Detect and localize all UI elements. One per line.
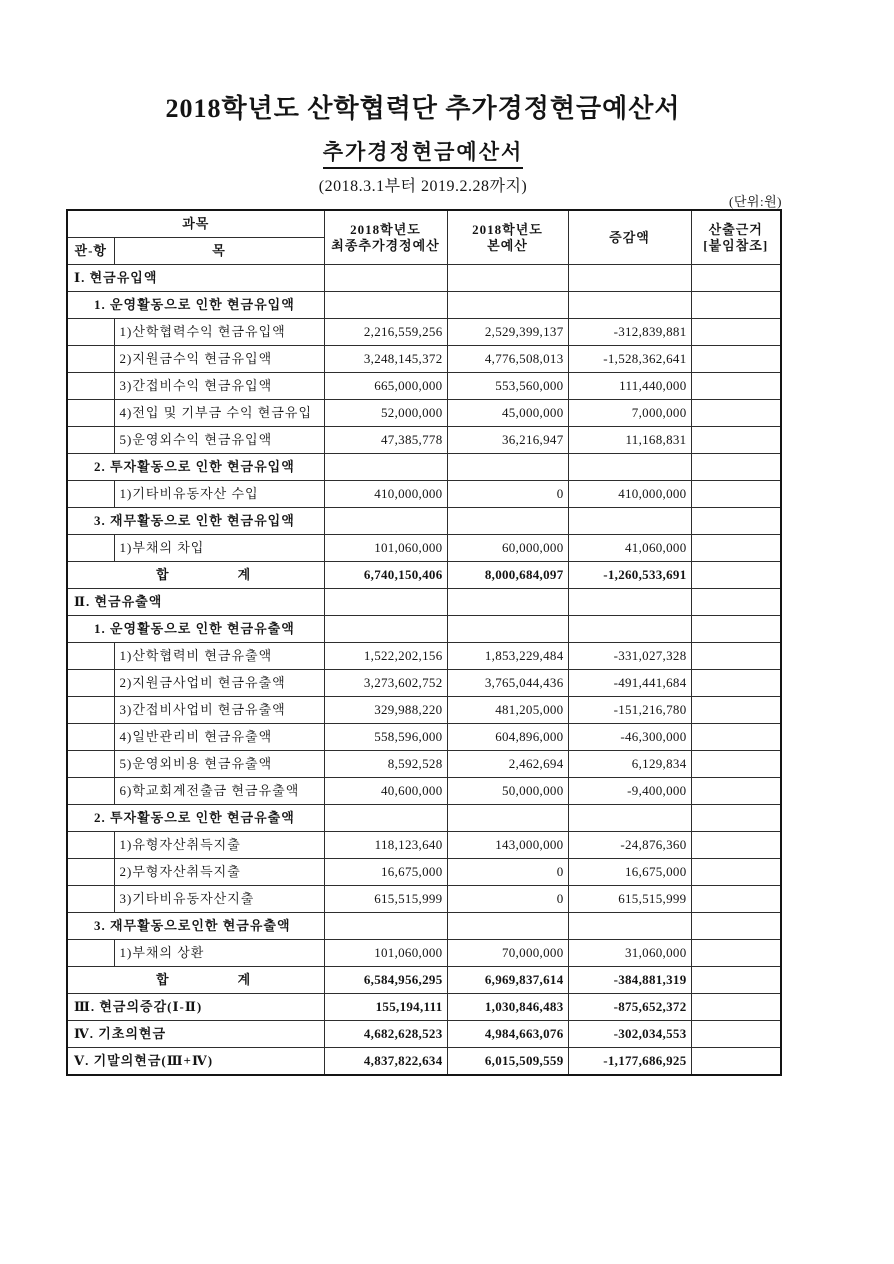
row-label: 3. 재무활동으로인한 현금유출액 — [67, 913, 324, 940]
change-value: 615,515,999 — [568, 886, 691, 913]
basis-cell — [691, 400, 781, 427]
row-label: 6)학교회계전출금 현금유출액 — [114, 778, 324, 805]
original-budget-value: 4,776,508,013 — [447, 346, 568, 373]
basis-cell — [691, 427, 781, 454]
final-budget-value: 47,385,778 — [324, 427, 447, 454]
basis-cell — [691, 859, 781, 886]
change-value — [568, 913, 691, 940]
table-row — [67, 643, 781, 670]
change-value: 11,168,831 — [568, 427, 691, 454]
original-budget-value — [447, 265, 568, 292]
final-budget-value: 615,515,999 — [324, 886, 447, 913]
final-budget-value: 155,194,111 — [324, 994, 447, 1021]
basis-cell — [691, 454, 781, 481]
gwan-hang-cell — [67, 400, 114, 427]
final-budget-value: 6,740,150,406 — [324, 562, 447, 589]
row-label: 5)운영외수익 현금유입액 — [114, 427, 324, 454]
final-budget-value — [324, 265, 447, 292]
row-label: 2. 투자활동으로 인한 현금유입액 — [67, 454, 324, 481]
basis-cell — [691, 751, 781, 778]
gwan-hang-cell — [67, 778, 114, 805]
table-row — [67, 805, 781, 832]
change-value: -1,177,686,925 — [568, 1048, 691, 1076]
original-budget-value: 1,853,229,484 — [447, 643, 568, 670]
header-subject: 과목 — [67, 210, 324, 238]
original-budget-value: 0 — [447, 886, 568, 913]
gwan-hang-cell — [67, 697, 114, 724]
header-gwan-hang: 관-항 — [67, 238, 114, 265]
original-budget-value: 8,000,684,097 — [447, 562, 568, 589]
basis-cell — [691, 562, 781, 589]
row-label: 2)지원금수익 현금유입액 — [114, 346, 324, 373]
gwan-hang-cell — [67, 886, 114, 913]
header-final-budget-line1: 2018학년도 — [350, 221, 421, 237]
gwan-hang-cell — [67, 832, 114, 859]
table-row — [67, 589, 781, 616]
row-label: 1)유형자산취득지출 — [114, 832, 324, 859]
row-label: 1)산학협력비 현금유출액 — [114, 643, 324, 670]
row-label: 1. 운영활동으로 인한 현금유출액 — [67, 616, 324, 643]
change-value: 41,060,000 — [568, 535, 691, 562]
final-budget-value: 558,596,000 — [324, 724, 447, 751]
change-value — [568, 805, 691, 832]
original-budget-value: 60,000,000 — [447, 535, 568, 562]
gwan-hang-cell — [67, 751, 114, 778]
gwan-hang-cell — [67, 427, 114, 454]
basis-cell — [691, 643, 781, 670]
original-budget-value: 45,000,000 — [447, 400, 568, 427]
original-budget-value — [447, 589, 568, 616]
change-value — [568, 454, 691, 481]
original-budget-value: 0 — [447, 859, 568, 886]
header-change: 증감액 — [568, 210, 691, 265]
change-value: 6,129,834 — [568, 751, 691, 778]
change-value: -331,027,328 — [568, 643, 691, 670]
change-value: 31,060,000 — [568, 940, 691, 967]
original-budget-value: 70,000,000 — [447, 940, 568, 967]
table-row — [67, 292, 781, 319]
header-basis-line2: [붙임참조] — [703, 237, 769, 253]
basis-cell — [691, 967, 781, 994]
change-value: -491,441,684 — [568, 670, 691, 697]
change-value — [568, 508, 691, 535]
final-budget-value: 3,273,602,752 — [324, 670, 447, 697]
row-label: 3)기타비유동자산지출 — [114, 886, 324, 913]
original-budget-value: 4,984,663,076 — [447, 1021, 568, 1048]
final-budget-value: 4,682,628,523 — [324, 1021, 447, 1048]
table-row — [67, 778, 781, 805]
row-label: 4)전입 및 기부금 수익 현금유입 — [114, 400, 324, 427]
basis-cell — [691, 481, 781, 508]
final-budget-value: 52,000,000 — [324, 400, 447, 427]
change-value: -9,400,000 — [568, 778, 691, 805]
final-budget-value: 101,060,000 — [324, 535, 447, 562]
table-body — [67, 265, 781, 1076]
basis-cell — [691, 508, 781, 535]
table-row — [67, 913, 781, 940]
table-row — [67, 832, 781, 859]
original-budget-value: 481,205,000 — [447, 697, 568, 724]
gwan-hang-cell — [67, 643, 114, 670]
final-budget-value — [324, 508, 447, 535]
table-row — [67, 508, 781, 535]
table-row — [67, 400, 781, 427]
row-label: Ⅲ. 현금의증감(Ⅰ-Ⅱ) — [67, 994, 324, 1021]
gwan-hang-cell — [67, 373, 114, 400]
table-row — [67, 724, 781, 751]
original-budget-value — [447, 292, 568, 319]
header-basis-line1: 산출근거 — [708, 221, 763, 237]
final-budget-value: 6,584,956,295 — [324, 967, 447, 994]
change-value: -151,216,780 — [568, 697, 691, 724]
table-row — [67, 373, 781, 400]
original-budget-value — [447, 454, 568, 481]
total-label-part: 계 — [237, 567, 252, 582]
original-budget-value: 143,000,000 — [447, 832, 568, 859]
header-mok: 목 — [114, 238, 324, 265]
final-budget-value: 329,988,220 — [324, 697, 447, 724]
original-budget-value: 2,462,694 — [447, 751, 568, 778]
gwan-hang-cell — [67, 859, 114, 886]
basis-cell — [691, 724, 781, 751]
table-row — [67, 670, 781, 697]
row-label: Ⅱ. 현금유출액 — [67, 589, 324, 616]
table-row — [67, 886, 781, 913]
table-row — [67, 1048, 781, 1076]
row-label: 3. 재무활동으로 인한 현금유입액 — [67, 508, 324, 535]
row-label — [67, 967, 324, 994]
final-budget-value: 410,000,000 — [324, 481, 447, 508]
row-label: 2. 투자활동으로 인한 현금유출액 — [67, 805, 324, 832]
final-budget-value: 40,600,000 — [324, 778, 447, 805]
original-budget-value: 3,765,044,436 — [447, 670, 568, 697]
original-budget-value: 2,529,399,137 — [447, 319, 568, 346]
row-label: 2)무형자산취득지출 — [114, 859, 324, 886]
basis-cell — [691, 805, 781, 832]
original-budget-value — [447, 805, 568, 832]
change-value: -24,876,360 — [568, 832, 691, 859]
original-budget-value: 6,969,837,614 — [447, 967, 568, 994]
basis-cell — [691, 589, 781, 616]
table-row — [67, 859, 781, 886]
basis-cell — [691, 670, 781, 697]
original-budget-value: 0 — [447, 481, 568, 508]
table-row — [67, 319, 781, 346]
basis-cell — [691, 292, 781, 319]
basis-cell — [691, 265, 781, 292]
row-label: 2)지원금사업비 현금유출액 — [114, 670, 324, 697]
original-budget-value — [447, 913, 568, 940]
final-budget-value: 16,675,000 — [324, 859, 447, 886]
table-row — [67, 265, 781, 292]
change-value: -384,881,319 — [568, 967, 691, 994]
original-budget-value: 50,000,000 — [447, 778, 568, 805]
change-value: 111,440,000 — [568, 373, 691, 400]
header-basis — [691, 210, 781, 265]
row-label: 5)운영외비용 현금유출액 — [114, 751, 324, 778]
final-budget-value: 118,123,640 — [324, 832, 447, 859]
unit-note: (단위:원) — [729, 194, 782, 209]
basis-cell — [691, 535, 781, 562]
final-budget-value: 3,248,145,372 — [324, 346, 447, 373]
original-budget-value: 553,560,000 — [447, 373, 568, 400]
basis-cell — [691, 778, 781, 805]
change-value: 410,000,000 — [568, 481, 691, 508]
change-value: -1,260,533,691 — [568, 562, 691, 589]
budget-table — [66, 209, 782, 1076]
row-label: 1)부채의 차입 — [114, 535, 324, 562]
row-label: Ⅰ. 현금유입액 — [67, 265, 324, 292]
header-final-budget-line2: 최종추가경정예산 — [331, 237, 440, 253]
final-budget-value: 4,837,822,634 — [324, 1048, 447, 1076]
table-header — [67, 210, 781, 265]
original-budget-value: 36,216,947 — [447, 427, 568, 454]
basis-cell — [691, 373, 781, 400]
original-budget-value: 604,896,000 — [447, 724, 568, 751]
table-row — [67, 454, 781, 481]
basis-cell — [691, 319, 781, 346]
row-label: 1)기타비유동자산 수입 — [114, 481, 324, 508]
basis-cell — [691, 697, 781, 724]
basis-cell — [691, 940, 781, 967]
original-budget-value: 1,030,846,483 — [447, 994, 568, 1021]
basis-cell — [691, 616, 781, 643]
page-title: 2018학년도 산학협력단 추가경정현금예산서 — [165, 94, 681, 123]
row-label: Ⅳ. 기초의현금 — [67, 1021, 324, 1048]
change-value: -302,034,553 — [568, 1021, 691, 1048]
gwan-hang-cell — [67, 481, 114, 508]
page-subtitle: 추가경정현금예산서 — [323, 136, 524, 169]
gwan-hang-cell — [67, 940, 114, 967]
gwan-hang-cell — [67, 724, 114, 751]
final-budget-value — [324, 805, 447, 832]
total-label-part: 합 — [156, 567, 170, 582]
table-row — [67, 697, 781, 724]
table-row — [67, 562, 781, 589]
original-budget-value — [447, 616, 568, 643]
header-final-budget — [324, 210, 447, 265]
final-budget-value: 2,216,559,256 — [324, 319, 447, 346]
row-label: 3)간접비사업비 현금유출액 — [114, 697, 324, 724]
header-original-budget-line1: 2018학년도 — [472, 221, 543, 237]
page-subtitle-wrap — [66, 136, 780, 169]
gwan-hang-cell — [67, 346, 114, 373]
change-value — [568, 292, 691, 319]
final-budget-value: 101,060,000 — [324, 940, 447, 967]
budget-period: (2018.3.1부터 2019.2.28까지) — [318, 178, 528, 195]
row-label — [67, 562, 324, 589]
final-budget-value — [324, 616, 447, 643]
basis-cell — [691, 1048, 781, 1076]
header-row-1 — [67, 210, 781, 238]
table-row — [67, 940, 781, 967]
table-row — [67, 994, 781, 1021]
total-label-part: 계 — [237, 972, 252, 987]
gwan-hang-cell — [67, 535, 114, 562]
gwan-hang-cell — [67, 319, 114, 346]
final-budget-value: 1,522,202,156 — [324, 643, 447, 670]
table-row — [67, 481, 781, 508]
change-value: -46,300,000 — [568, 724, 691, 751]
final-budget-value: 8,592,528 — [324, 751, 447, 778]
change-value: 7,000,000 — [568, 400, 691, 427]
table-row — [67, 616, 781, 643]
document-heading — [66, 88, 780, 196]
table-row — [67, 427, 781, 454]
final-budget-value — [324, 454, 447, 481]
final-budget-value — [324, 913, 447, 940]
table-row — [67, 346, 781, 373]
change-value: -1,528,362,641 — [568, 346, 691, 373]
final-budget-value: 665,000,000 — [324, 373, 447, 400]
final-budget-value — [324, 589, 447, 616]
basis-cell — [691, 886, 781, 913]
row-label: 3)간접비수익 현금유입액 — [114, 373, 324, 400]
change-value: -875,652,372 — [568, 994, 691, 1021]
row-label: 4)일반관리비 현금유출액 — [114, 724, 324, 751]
final-budget-value — [324, 292, 447, 319]
row-label: 1)산학협력수익 현금유입액 — [114, 319, 324, 346]
header-original-budget-line2: 본예산 — [487, 237, 528, 253]
table-row — [67, 535, 781, 562]
row-label: 1. 운영활동으로 인한 현금유입액 — [67, 292, 324, 319]
change-value: 16,675,000 — [568, 859, 691, 886]
change-value: -312,839,881 — [568, 319, 691, 346]
basis-cell — [691, 994, 781, 1021]
original-budget-value: 6,015,509,559 — [447, 1048, 568, 1076]
row-label: 1)부채의 상환 — [114, 940, 324, 967]
basis-cell — [691, 1021, 781, 1048]
table-row — [67, 751, 781, 778]
table-row — [67, 967, 781, 994]
table-row — [67, 1021, 781, 1048]
header-original-budget — [447, 210, 568, 265]
gwan-hang-cell — [67, 670, 114, 697]
change-value — [568, 265, 691, 292]
original-budget-value — [447, 508, 568, 535]
row-label: Ⅴ. 기말의현금(Ⅲ+Ⅳ) — [67, 1048, 324, 1076]
change-value — [568, 616, 691, 643]
basis-cell — [691, 832, 781, 859]
total-label-part: 합 — [156, 972, 170, 987]
basis-cell — [691, 346, 781, 373]
basis-cell — [691, 913, 781, 940]
change-value — [568, 589, 691, 616]
